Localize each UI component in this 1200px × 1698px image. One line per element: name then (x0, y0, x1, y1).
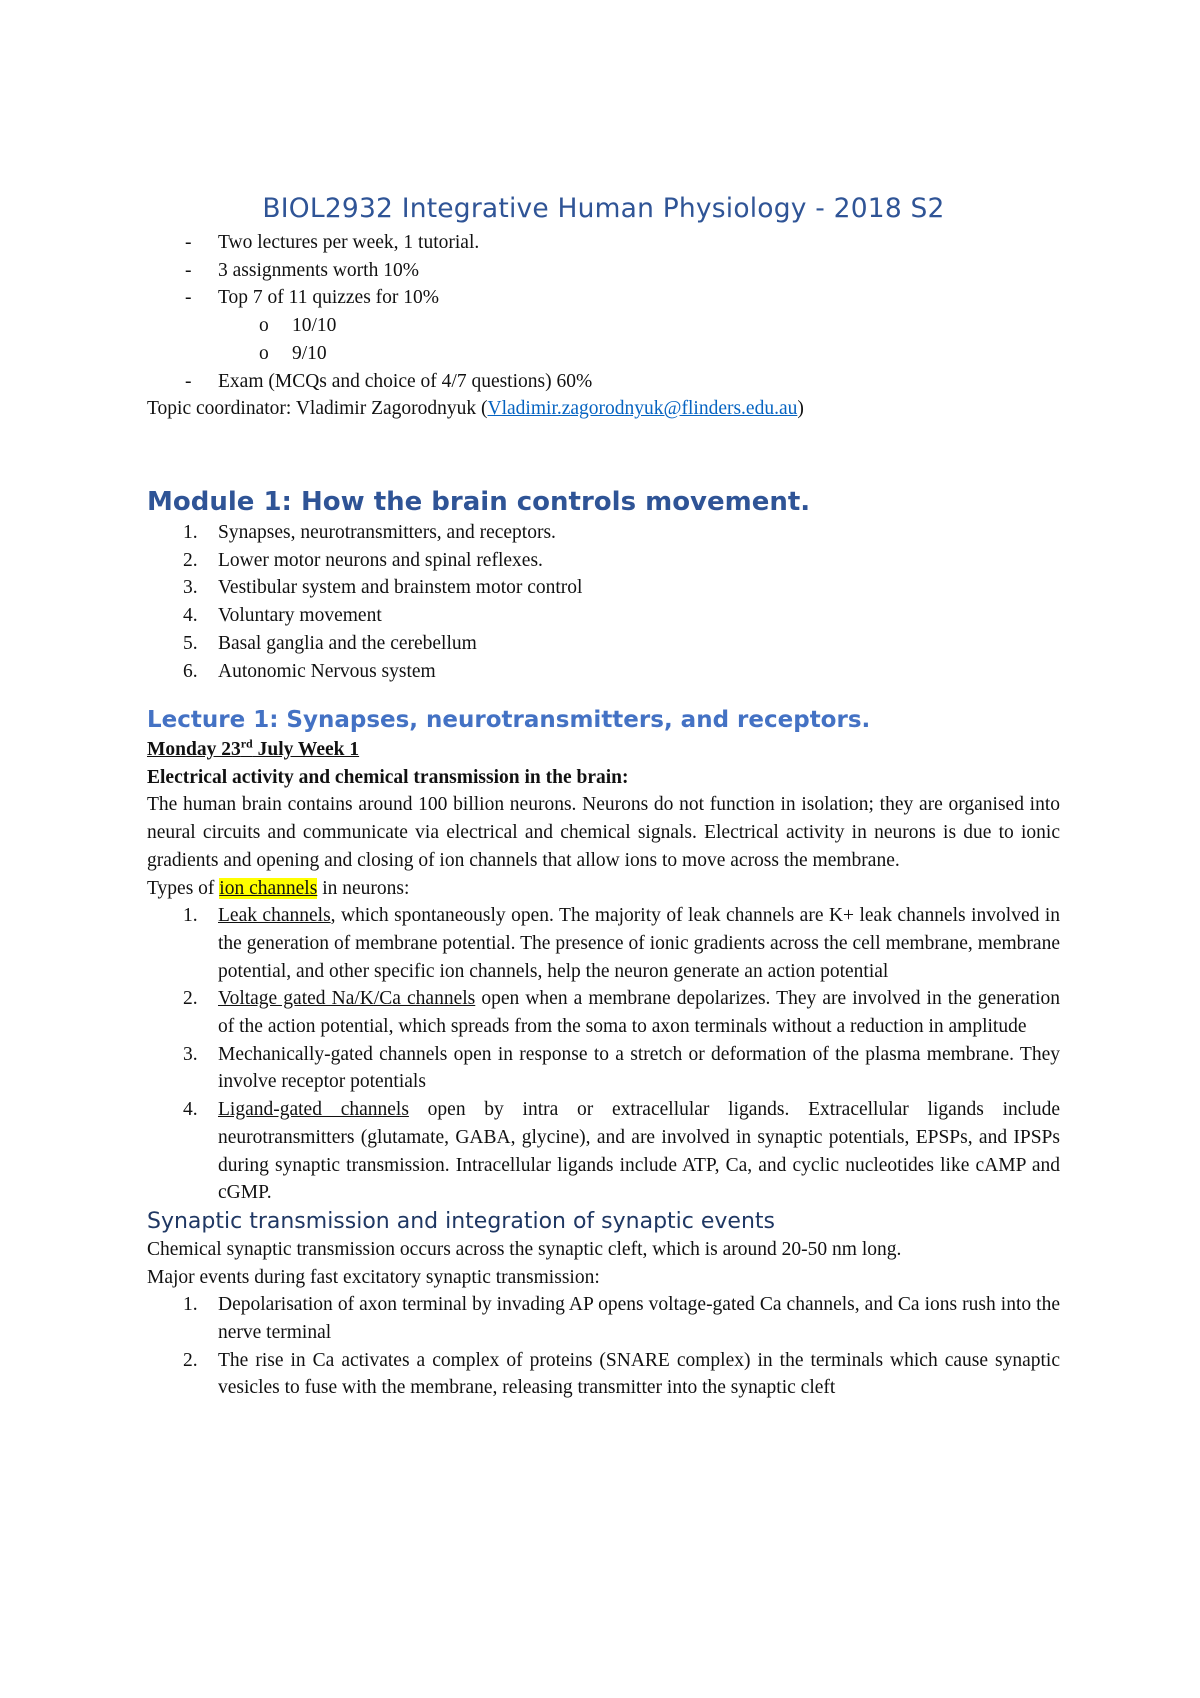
lecture-section (147, 704, 1060, 1402)
synaptic-events-list (147, 1291, 1060, 1402)
synaptic-heading: Synaptic transmission and integration of synaptic events (147, 1208, 775, 1234)
list-item: 1. Depolarisation of axon terminal by invading AP opens voltage-gated Ca channels, and Ca ions rush into the nerve terminal (183, 1294, 1060, 1344)
topic-coordinator: Topic coordinator: Vladimir Zagorodnyuk (Vladimir.zagorodnyuk@flinders.edu.au) (147, 398, 804, 420)
highlighted-term: ion channels (219, 877, 318, 899)
list-item: - Top 7 of 11 quizzes for 10% (185, 287, 440, 309)
list-item: 1. Leak channels, which spontaneously open. The majority of leak channels are K+ leak channels involved in the generation of membrane potential. The presence of ionic gradients across the cell membrane, membrane potential, and other specific ion channels, help the neuron generate an action potential (183, 905, 1060, 982)
list-item: - Two lectures per week, 1 tutorial. (185, 232, 480, 253)
list-item: 4. Voluntary movement (183, 605, 382, 627)
document-title: BIOL2932 Integrative Human Physiology - 2018 S2 (262, 193, 945, 224)
lecture-date: Monday 23rd July Week 1 (147, 736, 360, 760)
overview-section (147, 229, 1060, 423)
list-item: 6. Autonomic Nervous system (183, 660, 436, 682)
module-heading: Module 1: How the brain controls movement. (147, 487, 811, 517)
list-item: 3. Mechanically-gated channels open in response to a stretch or deformation of the plasma membrane. They involve receptor potentials (183, 1043, 1060, 1093)
list-item: o 9/10 (259, 342, 327, 364)
coordinator-email-link[interactable]: Vladimir.zagorodnyuk@flinders.edu.au (487, 398, 798, 420)
list-item: - 3 assignments worth 10% (185, 259, 419, 281)
lecture-intro: The human brain contains around 100 billion neurons. Neurons do not function in isolation; they are organised into neural circuits and communicate via electrical and chemical signals. Electrical activity in neurons is due to ionic gradients and opening and closing of ion channels that allow ions to move across the membrane. (147, 794, 1060, 871)
events-label: Major events during fast excitatory synaptic transmission: (147, 1266, 600, 1288)
ion-channel-list (147, 902, 1060, 1207)
list-item: 3. Vestibular system and brainstem motor control (183, 577, 583, 599)
lecture-subheading: Electrical activity and chemical transmission in the brain: (147, 766, 629, 788)
exam-list (147, 368, 1060, 396)
ion-channel-types-label: Types of ion channels in neurons: (147, 877, 410, 899)
list-item: 5. Basal ganglia and the cerebellum (183, 632, 477, 654)
list-item: o 10/10 (259, 315, 337, 337)
module-section (147, 485, 1060, 685)
overview-list (147, 229, 1060, 312)
quiz-scores-list (147, 312, 1060, 367)
list-item: 1. Synapses, neurotransmitters, and receptors. (183, 522, 556, 543)
list-item: 2. The rise in Ca activates a complex of proteins (SNARE complex) in the terminals which cause synaptic vesicles to fuse with the membrane, releasing transmitter into the synaptic cleft (183, 1349, 1060, 1399)
list-item: 4. Ligand-gated channels open by intra or extracellular ligands. Extracellular ligands include neurotransmitters (glutamate, GABA, glycine), and are involved in synaptic potentials, EPSPs, and IPSPs during synaptic transmission. Intracellular ligands include ATP, Ca, and cyclic nucleotides like cAMP and cGMP. (183, 1099, 1060, 1204)
list-item: - Exam (MCQs and choice of 4/7 questions) 60% (185, 370, 593, 392)
list-item: 2. Lower motor neurons and spinal reflexes. (183, 549, 543, 571)
synaptic-intro: Chemical synaptic transmission occurs across the synaptic cleft, which is around 20-50 nm long. (147, 1238, 902, 1260)
list-item: 2. Voltage gated Na/K/Ca channels open when a membrane depolarizes. They are involved in the generation of the action potential, which spreads from the soma to axon terminals without a reduction in amplitude (183, 988, 1060, 1038)
lecture-heading: Lecture 1: Synapses, neurotransmitters, and receptors. (147, 707, 871, 733)
module-topic-list (147, 519, 1060, 685)
